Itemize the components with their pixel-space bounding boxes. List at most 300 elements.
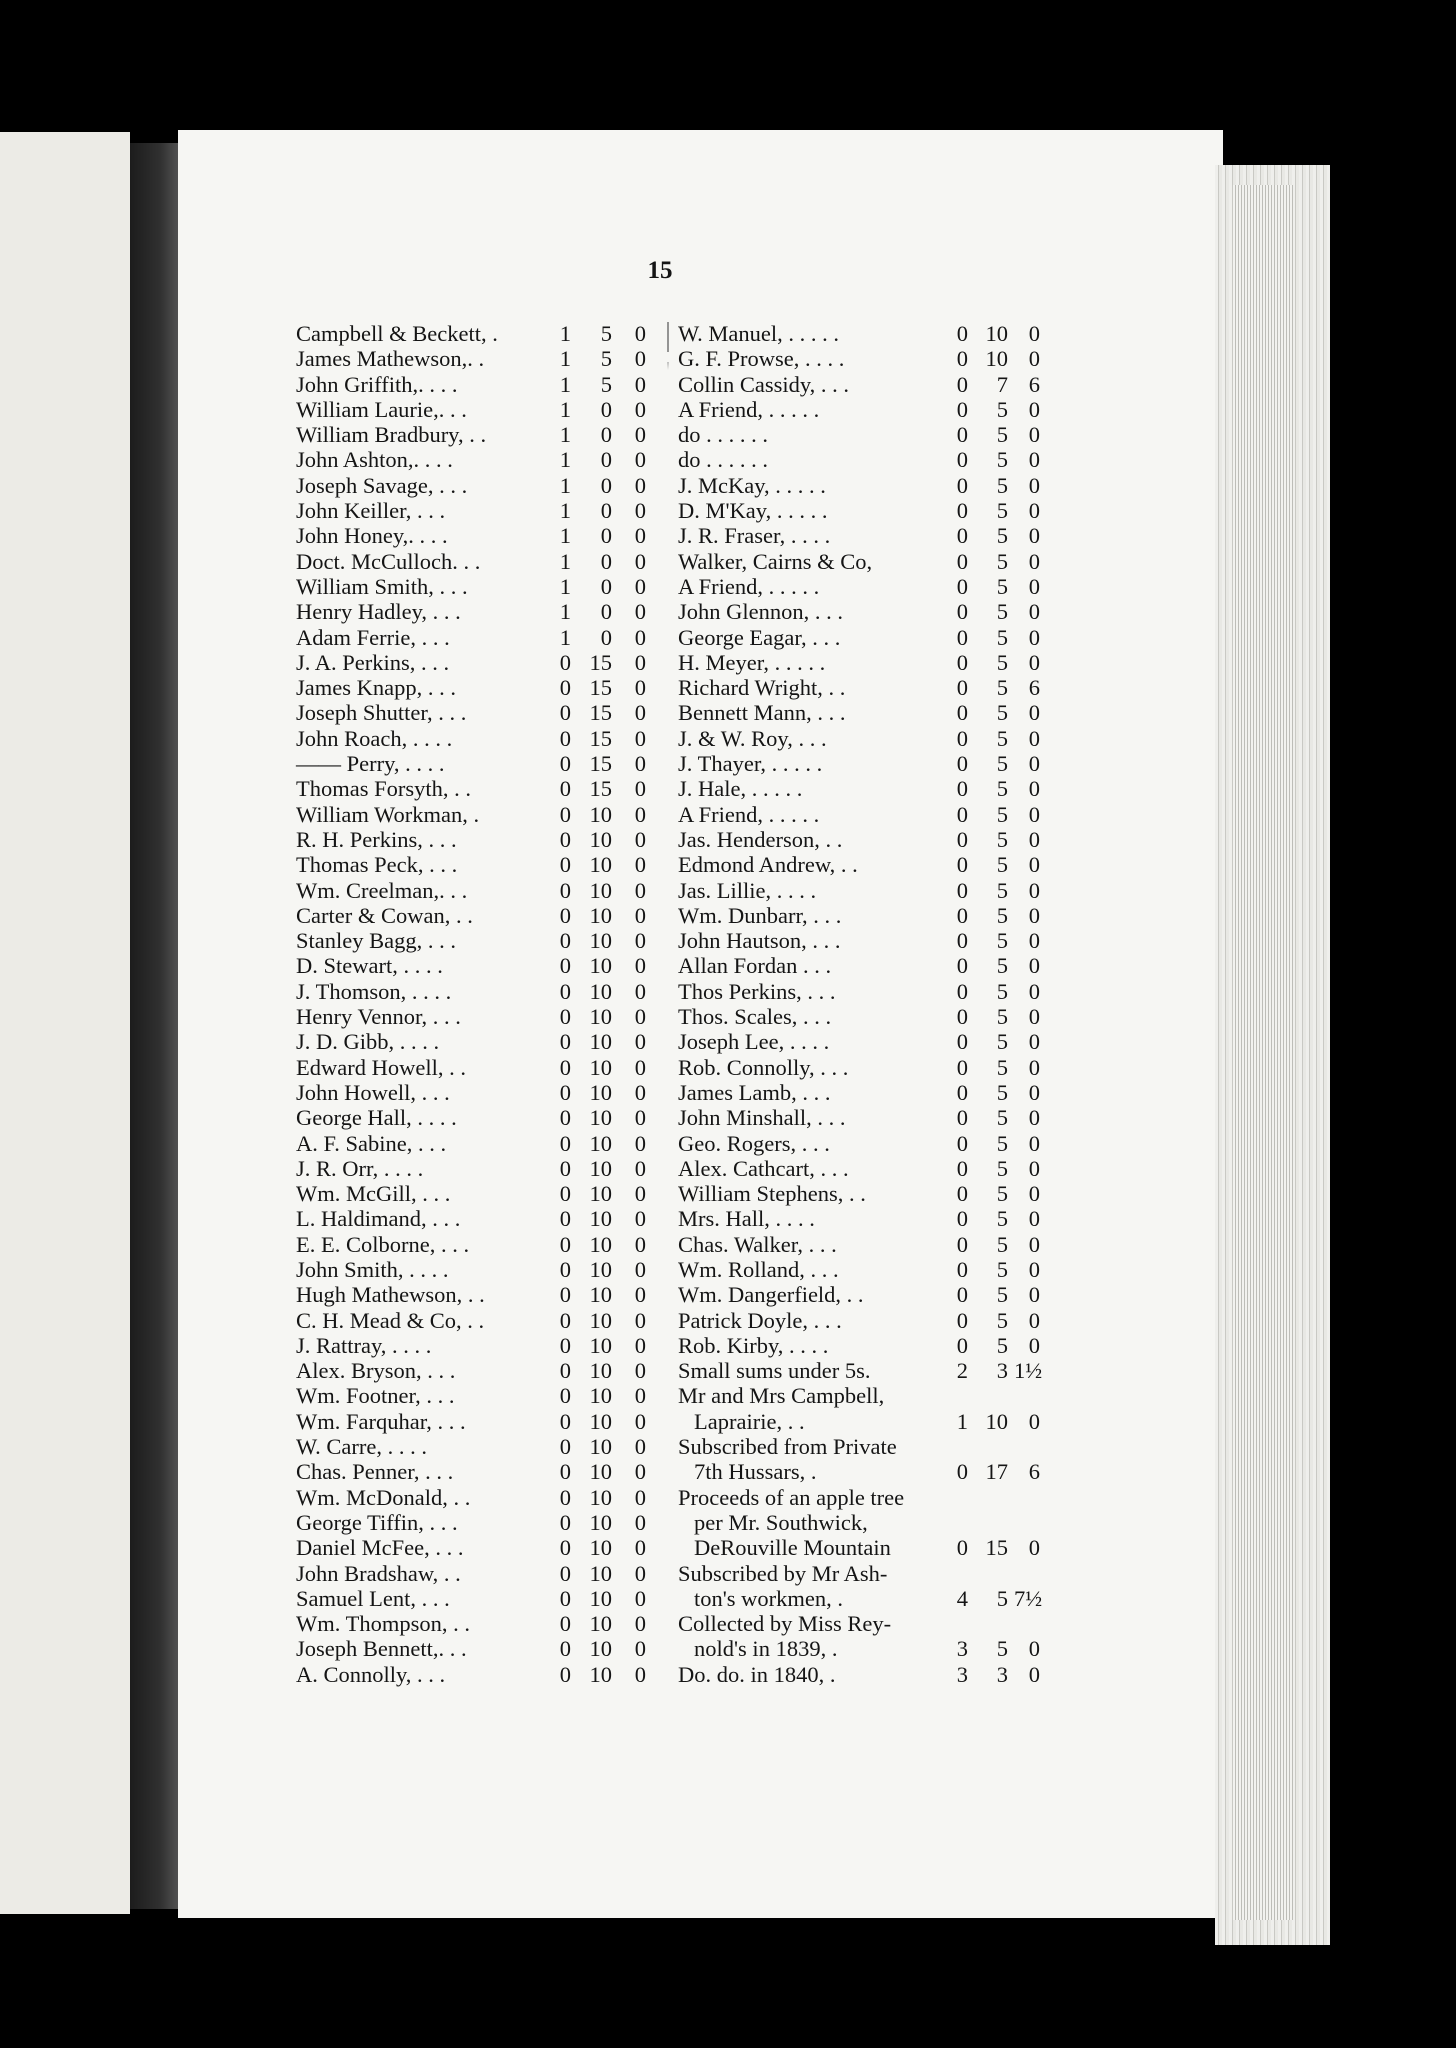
subscriber-name: Hugh Mathewson, . . [296, 1282, 485, 1308]
subscription-row [678, 473, 1040, 498]
amount-pounds: 0 [956, 1535, 968, 1561]
amount-shillings: 10 [589, 1105, 612, 1131]
amount-pounds: 1 [559, 548, 571, 574]
subscription-row [678, 321, 1040, 346]
subscriber-name: Allan Fordan . . . [678, 953, 832, 979]
amount-pounds: 0 [559, 1611, 571, 1637]
amount-shillings: 10 [589, 1332, 612, 1358]
subscriber-name: Patrick Doyle, . . . [678, 1307, 842, 1333]
subscriber-name: George Tiffin, . . . [296, 1509, 458, 1535]
amount-pounds: 0 [559, 1130, 571, 1156]
subscriber-name: James Lamb, . . . [678, 1079, 831, 1105]
amount-shillings: 5 [600, 371, 612, 397]
subscriber-name: Wm. Rolland, . . . [678, 1256, 839, 1282]
amount-pence: 0 [1028, 1535, 1040, 1561]
subscription-row [678, 650, 1040, 675]
subscription-row [678, 751, 1040, 776]
amount-pence: 0 [634, 321, 646, 346]
subscriber-name: Adam Ferrie, . . . [296, 624, 450, 650]
subscription-row [678, 1131, 1040, 1156]
subscription-row [678, 346, 1040, 371]
amount-pounds: 0 [559, 826, 571, 852]
amount-pounds: 0 [956, 1282, 968, 1308]
amount-pounds: 0 [956, 953, 968, 979]
subscription-row [296, 852, 656, 877]
amount-pounds: 0 [559, 1535, 571, 1561]
amount-shillings: 15 [589, 751, 612, 777]
subscriber-name: Joseph Shutter, . . . [296, 700, 467, 726]
subscriber-name: Jas. Henderson, . . [678, 826, 843, 852]
amount-pence: 0 [1028, 902, 1040, 928]
subscription-row [296, 1409, 656, 1434]
amount-pounds: 0 [559, 1079, 571, 1105]
subscription-row [296, 1282, 656, 1307]
amount-pounds: 1 [559, 371, 571, 397]
subscriber-name: Mr and Mrs Campbell, [678, 1383, 885, 1409]
subscription-row [678, 574, 1040, 599]
subscriber-name: per Mr. Southwick, [694, 1509, 868, 1535]
subscription-row [296, 726, 656, 751]
amount-pence: 0 [634, 1332, 646, 1358]
amount-shillings: 10 [589, 1585, 612, 1611]
amount-pounds: 0 [956, 447, 968, 473]
amount-shillings: 10 [589, 1282, 612, 1308]
amount-pence: 0 [634, 1307, 646, 1333]
subscription-row [678, 802, 1040, 827]
amount-shillings: 10 [589, 1004, 612, 1030]
subscriber-name: John Smith, . . . . [296, 1256, 449, 1282]
amount-shillings: 5 [996, 1206, 1008, 1232]
book-gutter [130, 143, 180, 1909]
amount-shillings: 5 [600, 321, 612, 346]
amount-pounds: 0 [559, 1282, 571, 1308]
amount-shillings: 0 [600, 498, 612, 524]
amount-pounds: 0 [559, 902, 571, 928]
amount-pence: 0 [634, 573, 646, 599]
subscriber-name: Chas. Walker, . . . [678, 1231, 837, 1257]
subscriber-name: J. Thomson, . . . . [296, 978, 452, 1004]
amount-pence: 0 [1028, 624, 1040, 650]
amount-pence: 0 [634, 1282, 646, 1308]
amount-pence: 0 [1028, 1029, 1040, 1055]
subscriber-name: —— Perry, . . . . [296, 751, 445, 777]
subscription-row [296, 549, 656, 574]
amount-pounds: 0 [559, 928, 571, 954]
subscriber-name: Subscribed by Mr Ash- [678, 1560, 888, 1586]
subscription-row [678, 726, 1040, 751]
amount-shillings: 10 [589, 1130, 612, 1156]
amount-shillings: 10 [589, 902, 612, 928]
amount-shillings: 10 [589, 1256, 612, 1282]
subscription-row [678, 878, 1040, 903]
subscription-row [296, 1358, 656, 1383]
amount-shillings: 10 [589, 978, 612, 1004]
subscriber-name: Wm. Footner, . . . [296, 1383, 455, 1409]
amount-shillings: 5 [996, 1636, 1008, 1662]
amount-pounds: 0 [956, 346, 968, 372]
subscription-row [678, 1080, 1040, 1105]
amount-shillings: 10 [589, 1408, 612, 1434]
subscription-row [678, 700, 1040, 725]
subscriber-name: G. F. Prowse, . . . . [678, 346, 845, 372]
amount-pence: 0 [634, 472, 646, 498]
amount-pounds: 0 [956, 649, 968, 675]
subscription-row [678, 1662, 1040, 1687]
subscriber-name: Joseph Bennett,. . . [296, 1636, 467, 1662]
amount-pence: 0 [634, 1636, 646, 1662]
subscriber-name: Alex. Cathcart, . . . [678, 1155, 849, 1181]
subscription-row [678, 1383, 1040, 1408]
amount-pence: 0 [1028, 1079, 1040, 1105]
amount-pounds: 0 [956, 751, 968, 777]
subscription-row [678, 372, 1040, 397]
amount-pounds: 0 [956, 1332, 968, 1358]
amount-pence: 0 [634, 1256, 646, 1282]
amount-pence: 0 [634, 928, 646, 954]
subscriber-name: Walker, Cairns & Co, [678, 548, 873, 574]
amount-pounds: 0 [956, 548, 968, 574]
amount-pounds: 0 [559, 978, 571, 1004]
subscriber-name: Do. do. in 1840, . [678, 1661, 836, 1687]
amount-shillings: 0 [600, 599, 612, 625]
subscription-row [296, 953, 656, 978]
subscription-row [296, 447, 656, 472]
subscription-row [678, 1105, 1040, 1130]
amount-pence: 0 [1028, 548, 1040, 574]
subscriber-name: nold's in 1839, . [694, 1636, 838, 1662]
amount-pounds: 0 [956, 422, 968, 448]
subscriber-name: John Keiller, . . . [296, 498, 446, 524]
subscriber-name: do . . . . . . [678, 447, 768, 473]
amount-shillings: 0 [600, 624, 612, 650]
subscriber-list-right [678, 321, 1043, 1687]
amount-pounds: 0 [559, 1585, 571, 1611]
subscription-row [678, 1409, 1040, 1434]
amount-pounds: 0 [956, 1004, 968, 1030]
amount-pounds: 0 [956, 1130, 968, 1156]
amount-shillings: 10 [589, 1509, 612, 1535]
amount-pence: 0 [1028, 700, 1040, 726]
amount-shillings: 5 [996, 1181, 1008, 1207]
subscriber-name: John Howell, . . . [296, 1079, 450, 1105]
amount-shillings: 10 [985, 321, 1008, 346]
amount-shillings: 10 [589, 1054, 612, 1080]
amount-pence: 0 [1028, 396, 1040, 422]
subscription-row [296, 473, 656, 498]
amount-shillings: 0 [600, 573, 612, 599]
subscription-row [296, 1156, 656, 1181]
subscriber-name: Carter & Cowan, . . [296, 902, 473, 928]
amount-shillings: 5 [996, 700, 1008, 726]
amount-shillings: 5 [996, 776, 1008, 802]
subscription-row [678, 599, 1040, 624]
amount-pounds: 0 [956, 1206, 968, 1232]
subscriber-name: John Glennon, . . . [678, 599, 843, 625]
amount-pounds: 0 [956, 1181, 968, 1207]
amount-pounds: 0 [956, 1231, 968, 1257]
subscriber-name: A Friend, . . . . . [678, 801, 820, 827]
amount-pounds: 0 [559, 1434, 571, 1460]
amount-shillings: 5 [996, 1105, 1008, 1131]
amount-shillings: 10 [589, 1560, 612, 1586]
amount-pounds: 0 [956, 573, 968, 599]
amount-pounds: 0 [559, 1484, 571, 1510]
subscriber-name: William Stephens, . . [678, 1181, 866, 1207]
amount-shillings: 17 [985, 1459, 1008, 1485]
amount-pounds: 0 [559, 649, 571, 675]
amount-pounds: 1 [559, 321, 571, 346]
amount-shillings: 0 [600, 422, 612, 448]
amount-pence: 0 [1028, 877, 1040, 903]
amount-pence: 0 [634, 1585, 646, 1611]
amount-pence: 0 [1028, 725, 1040, 751]
amount-shillings: 5 [996, 1155, 1008, 1181]
subscriber-name: John Honey,. . . . [296, 523, 448, 549]
subscription-row [296, 1080, 656, 1105]
subscription-row [678, 1206, 1040, 1231]
amount-pence: 0 [634, 1130, 646, 1156]
amount-shillings: 5 [996, 902, 1008, 928]
amount-shillings: 10 [589, 953, 612, 979]
subscriber-name: Thos Perkins, . . . [678, 978, 836, 1004]
subscription-row [296, 1206, 656, 1231]
amount-pence: 0 [1028, 1054, 1040, 1080]
amount-pence: 0 [634, 1181, 646, 1207]
amount-pence: 0 [634, 447, 646, 473]
amount-pence: 0 [634, 548, 646, 574]
subscription-row [296, 422, 656, 447]
subscription-row [296, 650, 656, 675]
subscription-row [678, 1156, 1040, 1181]
subscription-row [296, 1611, 656, 1636]
subscription-row [678, 903, 1040, 928]
amount-pounds: 0 [559, 1181, 571, 1207]
subscriber-name: Geo. Rogers, . . . [678, 1130, 830, 1156]
amount-pence: 0 [1028, 826, 1040, 852]
subscription-row [678, 422, 1040, 447]
amount-shillings: 5 [600, 346, 612, 372]
amount-shillings: 5 [996, 548, 1008, 574]
amount-pounds: 0 [956, 1256, 968, 1282]
subscriber-name: Thos. Scales, . . . [678, 1004, 832, 1030]
subscriber-name: Wm. Farquhar, . . . [296, 1408, 466, 1434]
amount-pence: 0 [634, 1408, 646, 1434]
amount-pounds: 0 [559, 1459, 571, 1485]
subscription-row [678, 1485, 1040, 1510]
amount-pounds: 0 [956, 725, 968, 751]
subscriber-name: William Bradbury, . . [296, 422, 487, 448]
amount-shillings: 10 [589, 1611, 612, 1637]
amount-pence: 0 [634, 1231, 646, 1257]
amount-pounds: 1 [559, 447, 571, 473]
subscription-row [678, 397, 1040, 422]
amount-pounds: 1 [559, 599, 571, 625]
amount-shillings: 10 [589, 1155, 612, 1181]
subscriber-name: Rob. Connolly, . . . [678, 1054, 849, 1080]
subscriber-name: Rob. Kirby, . . . . [678, 1332, 829, 1358]
amount-pence: 0 [1028, 422, 1040, 448]
subscription-row [296, 1029, 656, 1054]
subscription-row [678, 827, 1040, 852]
subscriber-name: D. Stewart, . . . . [296, 953, 443, 979]
amount-pence: 0 [634, 675, 646, 701]
amount-shillings: 10 [589, 928, 612, 954]
subscriber-name: do . . . . . . [678, 422, 768, 448]
subscriber-name: W. Carre, . . . . [296, 1434, 428, 1460]
subscription-row [678, 523, 1040, 548]
amount-pence: 0 [1028, 523, 1040, 549]
amount-pounds: 0 [559, 1509, 571, 1535]
amount-pence: 0 [1028, 1155, 1040, 1181]
amount-pounds: 0 [956, 1155, 968, 1181]
subscription-row [296, 1485, 656, 1510]
amount-pence: 0 [634, 1004, 646, 1030]
amount-shillings: 5 [996, 624, 1008, 650]
amount-pounds: 0 [956, 902, 968, 928]
subscriber-name: Chas. Penner, . . . [296, 1459, 454, 1485]
subscriber-name: John Griffith,. . . . [296, 371, 458, 397]
subscriber-name: J. D. Gibb, . . . . [296, 1029, 440, 1055]
subscriber-name: J. Thayer, . . . . . [678, 751, 823, 777]
amount-shillings: 5 [996, 1054, 1008, 1080]
amount-shillings: 15 [589, 725, 612, 751]
amount-pence: 0 [634, 346, 646, 372]
amount-pounds: 0 [956, 599, 968, 625]
amount-pence: 0 [634, 1484, 646, 1510]
amount-shillings: 5 [996, 928, 1008, 954]
subscriber-name: Thomas Forsyth, . . [296, 776, 472, 802]
subscriber-name: William Laurie,. . . [296, 396, 467, 422]
subscriber-name: A Friend, . . . . . [678, 396, 820, 422]
amount-shillings: 5 [996, 1585, 1008, 1611]
amount-pence: 0 [1028, 1661, 1040, 1687]
amount-pence: 0 [634, 725, 646, 751]
subscriber-list-left [296, 321, 656, 1687]
amount-shillings: 5 [996, 396, 1008, 422]
subscription-row [296, 599, 656, 624]
subscription-row [678, 1257, 1040, 1282]
amount-shillings: 5 [996, 1029, 1008, 1055]
subscription-row [678, 1434, 1040, 1459]
subscriber-name: Collected by Miss Rey- [678, 1611, 892, 1637]
subscription-row [678, 1232, 1040, 1257]
subscriber-name: J. Hale, . . . . . [678, 776, 803, 802]
subscription-row [296, 1232, 656, 1257]
subscription-row [296, 1131, 656, 1156]
amount-shillings: 15 [589, 776, 612, 802]
amount-pounds: 1 [559, 498, 571, 524]
amount-pence: 0 [634, 826, 646, 852]
amount-pounds: 0 [956, 1459, 968, 1485]
amount-shillings: 10 [589, 1079, 612, 1105]
amount-pence: 6 [1028, 675, 1040, 701]
amount-shillings: 10 [589, 1661, 612, 1687]
amount-pence: 0 [1028, 1206, 1040, 1232]
amount-shillings: 10 [589, 1636, 612, 1662]
subscriber-name: James Knapp, . . . [296, 675, 456, 701]
amount-pence: 0 [1028, 599, 1040, 625]
amount-pence: 0 [1028, 928, 1040, 954]
subscriber-name: W. Manuel, . . . . . [678, 321, 840, 346]
amount-pounds: 0 [559, 1231, 571, 1257]
amount-pounds: 0 [956, 396, 968, 422]
amount-pence: 0 [1028, 1130, 1040, 1156]
subscriber-name: Bennett Mann, . . . [678, 700, 846, 726]
subscriber-name: Small sums under 5s. [678, 1358, 871, 1384]
subscription-row [678, 979, 1040, 1004]
amount-pounds: 0 [956, 826, 968, 852]
subscriber-name: D. M'Kay, . . . . . [678, 498, 828, 524]
amount-pounds: 1 [956, 1408, 968, 1434]
subscriber-name: William Smith, . . . [296, 573, 468, 599]
amount-shillings: 5 [996, 422, 1008, 448]
subscription-row [296, 1308, 656, 1333]
amount-shillings: 3 [996, 1661, 1008, 1687]
subscriber-name: John Roach, . . . . [296, 725, 453, 751]
subscription-row [296, 675, 656, 700]
amount-pounds: 0 [956, 321, 968, 346]
subscription-row [678, 1611, 1040, 1636]
amount-pounds: 0 [559, 675, 571, 701]
subscription-row [296, 1561, 656, 1586]
subscriber-name: Mrs. Hall, . . . . [678, 1206, 815, 1232]
amount-shillings: 15 [589, 649, 612, 675]
subscriber-name: A Friend, . . . . . [678, 573, 820, 599]
amount-pence: 0 [1028, 321, 1040, 346]
amount-pence: 0 [634, 1509, 646, 1535]
amount-pounds: 0 [956, 801, 968, 827]
amount-pounds: 0 [956, 776, 968, 802]
amount-shillings: 10 [589, 1307, 612, 1333]
amount-shillings: 5 [996, 1282, 1008, 1308]
amount-pounds: 4 [956, 1585, 968, 1611]
subscription-row [296, 1105, 656, 1130]
amount-pence: 0 [634, 776, 646, 802]
amount-pounds: 0 [559, 1636, 571, 1662]
amount-shillings: 5 [996, 1004, 1008, 1030]
amount-pounds: 0 [559, 953, 571, 979]
amount-pounds: 1 [559, 396, 571, 422]
subscription-row [296, 625, 656, 650]
amount-shillings: 5 [996, 801, 1008, 827]
amount-pounds: 0 [559, 700, 571, 726]
amount-shillings: 5 [996, 852, 1008, 878]
subscription-row [678, 675, 1040, 700]
subscription-row [678, 953, 1040, 978]
subscriber-name: Thomas Peck, . . . [296, 852, 458, 878]
amount-pounds: 0 [559, 1358, 571, 1384]
subscription-row [678, 852, 1040, 877]
column-divider [667, 322, 669, 1698]
amount-pounds: 0 [559, 1029, 571, 1055]
subscription-row [296, 321, 656, 346]
subscriber-name: C. H. Mead & Co, . . [296, 1307, 485, 1333]
amount-pounds: 3 [956, 1636, 968, 1662]
subscription-row [296, 751, 656, 776]
amount-pounds: 0 [559, 776, 571, 802]
subscriber-name: James Mathewson,. . [296, 346, 485, 372]
amount-pence: 7½ [1014, 1585, 1043, 1611]
amount-pence: 0 [1028, 1231, 1040, 1257]
subscriber-name: Laprairie, . . [694, 1408, 805, 1434]
subscription-row [678, 1459, 1040, 1484]
subscriber-name: John Hautson, . . . [678, 928, 841, 954]
subscriber-name: Edmond Andrew, . . [678, 852, 858, 878]
subscriber-name: J. Rattray, . . . . [296, 1332, 432, 1358]
subscription-row [678, 1004, 1040, 1029]
amount-pounds: 0 [559, 1105, 571, 1131]
subscriber-name: George Eagar, . . . [678, 624, 841, 650]
